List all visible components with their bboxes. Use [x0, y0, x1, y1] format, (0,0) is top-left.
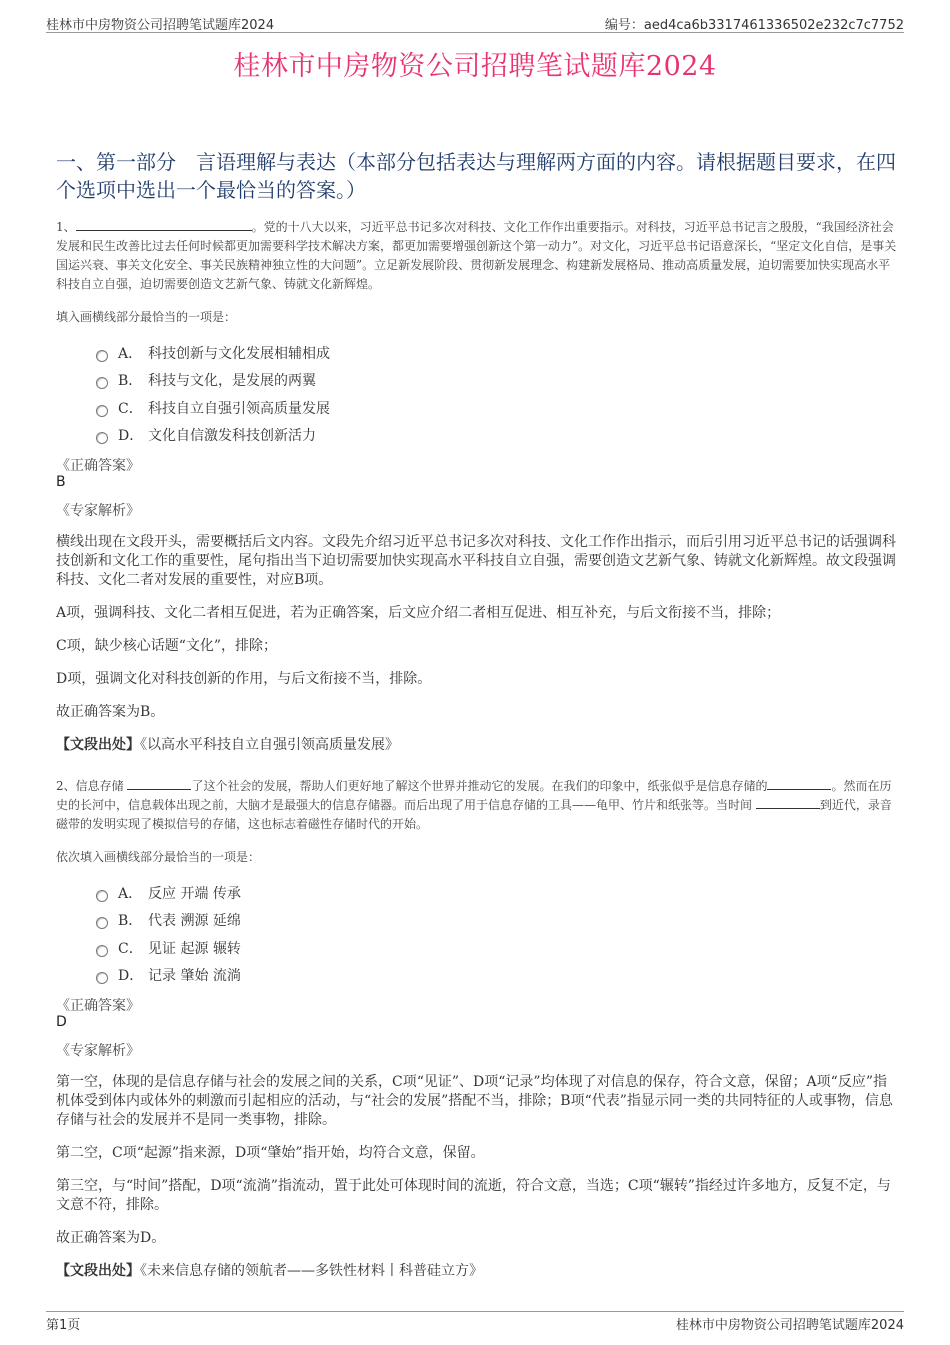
- radio-icon[interactable]: [96, 405, 108, 417]
- answer-label: 《正确答案》: [56, 458, 140, 474]
- option-letter: C．: [118, 400, 143, 417]
- stem-text: 信息存储: [75, 779, 128, 793]
- radio-icon[interactable]: [96, 350, 108, 362]
- option-text: 反应 开端 传承: [148, 885, 241, 902]
- option-text: 见证 起源 辗转: [148, 940, 241, 957]
- analysis-paragraph: 故正确答案为B。: [56, 704, 165, 720]
- option-c[interactable]: [96, 934, 898, 962]
- question-1: [56, 218, 898, 755]
- option-d[interactable]: [96, 422, 898, 450]
- radio-icon[interactable]: [96, 972, 108, 984]
- radio-icon[interactable]: [96, 377, 108, 389]
- stem-text: 到近代，录音磁带的发明实现了模拟信号的存储，这也标志着磁性存储时代的开始。: [56, 798, 892, 831]
- fill-blank: [127, 777, 191, 790]
- page-number: 第1页: [46, 1318, 81, 1333]
- stem-text: 。党的十八大以来，习近平总书记多次对科技、文化工作作出重要指示。对科技，习近平总书记言之殷殷，“我国经济社会发展和民生改善比过去任何时候都更加需要科学技术解决方案，都更加需要增强创新这个第一动力”。对文化，习近平总书记语意深长，“坚定文化自信，是事关国运兴衰、事关文化安全、事关民族精神独立性的大问题”。立足新发展阶段、贯彻新发展理念、构建新发展格局、推动高质量发展，迫切需要加快实现高水平科技自立自强，迫切需要创造文艺新气象、铸就文化新辉煌。: [56, 220, 897, 291]
- analysis-label: 《专家解析》: [56, 1043, 140, 1059]
- option-text: 科技与文化，是发展的两翼: [148, 373, 316, 390]
- answer-value: D: [56, 1014, 67, 1030]
- fill-blank: [76, 218, 252, 231]
- source-line: [56, 1262, 898, 1281]
- radio-icon[interactable]: [96, 890, 108, 902]
- header-divider: [46, 32, 904, 33]
- option-letter: B．: [118, 913, 143, 930]
- header-code-label: 编号：: [604, 18, 644, 33]
- analysis-paragraph: 第三空，与“时间”搭配，D项“流淌”指流动，置于此处可体现时间的流逝，符合文意，当选；C项“辗转”指经过许多地方，反复不定，与文意不符，排除。: [56, 1178, 891, 1213]
- option-list: [96, 339, 898, 449]
- option-letter: D．: [118, 428, 144, 445]
- analysis-paragraph: 横线出现在文段开头，需要概括后文内容。文段先介绍习近平总书记多次对科技、文化工作作出指示，而后引用习近平总书记的话强调科技创新和文化工作的重要性，尾句指出当下迫切需要加快实现高水平科技自立自强，需要创造文艺新气象、铸就文化新辉煌。故文段强调科技、文化二者对发展的重要性，对应B项。: [56, 534, 896, 588]
- header-title: 桂林市中房物资公司招聘笔试题库2024: [46, 18, 275, 33]
- radio-icon[interactable]: [96, 432, 108, 444]
- question-stem: [56, 218, 898, 294]
- header-code-value: aed4ca6b3317461336502e232c7c7752: [643, 18, 904, 33]
- option-letter: C．: [118, 940, 143, 957]
- option-letter: A．: [118, 345, 143, 362]
- option-text: 文化自信激发科技创新活力: [148, 428, 316, 445]
- section-title: 一、第一部分 言语理解与表达（本部分包括表达与理解两方面的内容。请根据题目要求，在四个选项中选出一个最恰当的答案。）: [56, 150, 896, 202]
- answer-value: B: [56, 474, 66, 490]
- analysis-paragraph: A项，强调科技、文化二者相互促进，若为正确答案，后文应介绍二者相互促进、相互补充，与后文衔接不当，排除；: [56, 605, 781, 621]
- question-stem: [56, 777, 898, 834]
- option-letter: D．: [118, 968, 144, 985]
- question-number: 1、: [56, 220, 76, 234]
- analysis-paragraph: 故正确答案为D。: [56, 1230, 166, 1246]
- stem-text: 。然而在历史的长河中，信息载体出现之前，大脑才是最强大的信息存储器。而后出现了用于信息存储的工具——龟甲、竹片和纸张等。当时间: [56, 779, 892, 812]
- option-b[interactable]: [96, 907, 898, 935]
- question-2: [56, 777, 898, 1281]
- analysis-paragraph: 第二空，C项“起源”指来源，D项“肇始”指开始，均符合文意，保留。: [56, 1145, 485, 1161]
- source-text: 《以高水平科技自立自强引领高质量发展》: [140, 737, 399, 753]
- option-letter: A．: [118, 885, 143, 902]
- option-d[interactable]: [96, 962, 898, 990]
- header-code: [605, 14, 904, 33]
- question-prompt: 填入画横线部分最恰当的一项是：: [56, 310, 237, 324]
- stem-text: 了这个社会的发展，帮助人们更好地了解这个世界并推动它的发展。在我们的印象中，纸张似乎是信息存储的: [191, 779, 768, 793]
- document-title: 桂林市中房物资公司招聘笔试题库2024: [233, 51, 717, 82]
- source-label: 【文段出处】: [56, 1263, 140, 1279]
- source-label: 【文段出处】: [56, 737, 140, 753]
- analysis-paragraph: D项，强调文化对科技创新的作用，与后文衔接不当，排除。: [56, 671, 432, 687]
- footer-title: 桂林市中房物资公司招聘笔试题库2024: [675, 1318, 904, 1333]
- analysis-paragraph: 第一空，体现的是信息存储与社会的发展之间的关系，C项“见证”、D项“记录”均体现了对信息的保存，符合文意，保留；A项“反应”指机体受到体内或体外的刺激而引起相应的活动，与“社会的发展”搭配不当，排除；B项“代表”指显示同一类的共同特征的人或事物，信息存储与社会的发展并不是同一类事物，排除。: [56, 1074, 893, 1128]
- option-text: 科技创新与文化发展相辅相成: [148, 345, 330, 362]
- radio-icon[interactable]: [96, 945, 108, 957]
- option-text: 代表 溯源 延绵: [148, 913, 241, 930]
- option-b[interactable]: [96, 367, 898, 395]
- fill-blank: [756, 796, 820, 809]
- fill-blank: [767, 777, 831, 790]
- option-text: 科技自立自强引领高质量发展: [148, 400, 330, 417]
- option-text: 记录 肇始 流淌: [148, 968, 241, 985]
- radio-icon[interactable]: [96, 917, 108, 929]
- question-number: 2、: [56, 779, 76, 793]
- option-a[interactable]: [96, 879, 898, 907]
- question-prompt: 依次填入画横线部分最恰当的一项是：: [56, 850, 261, 864]
- analysis-label: 《专家解析》: [56, 503, 140, 519]
- source-line: [56, 736, 898, 755]
- answer-label: 《正确答案》: [56, 998, 140, 1014]
- footer-divider: [46, 1311, 904, 1312]
- source-text: 《未来信息存储的领航者——多铁性材料丨科普硅立方》: [140, 1263, 483, 1279]
- option-a[interactable]: [96, 339, 898, 367]
- analysis-paragraph: C项，缺少核心话题“文化”，排除；: [56, 638, 278, 654]
- option-list: [96, 879, 898, 989]
- option-letter: B．: [118, 373, 143, 390]
- option-c[interactable]: [96, 394, 898, 422]
